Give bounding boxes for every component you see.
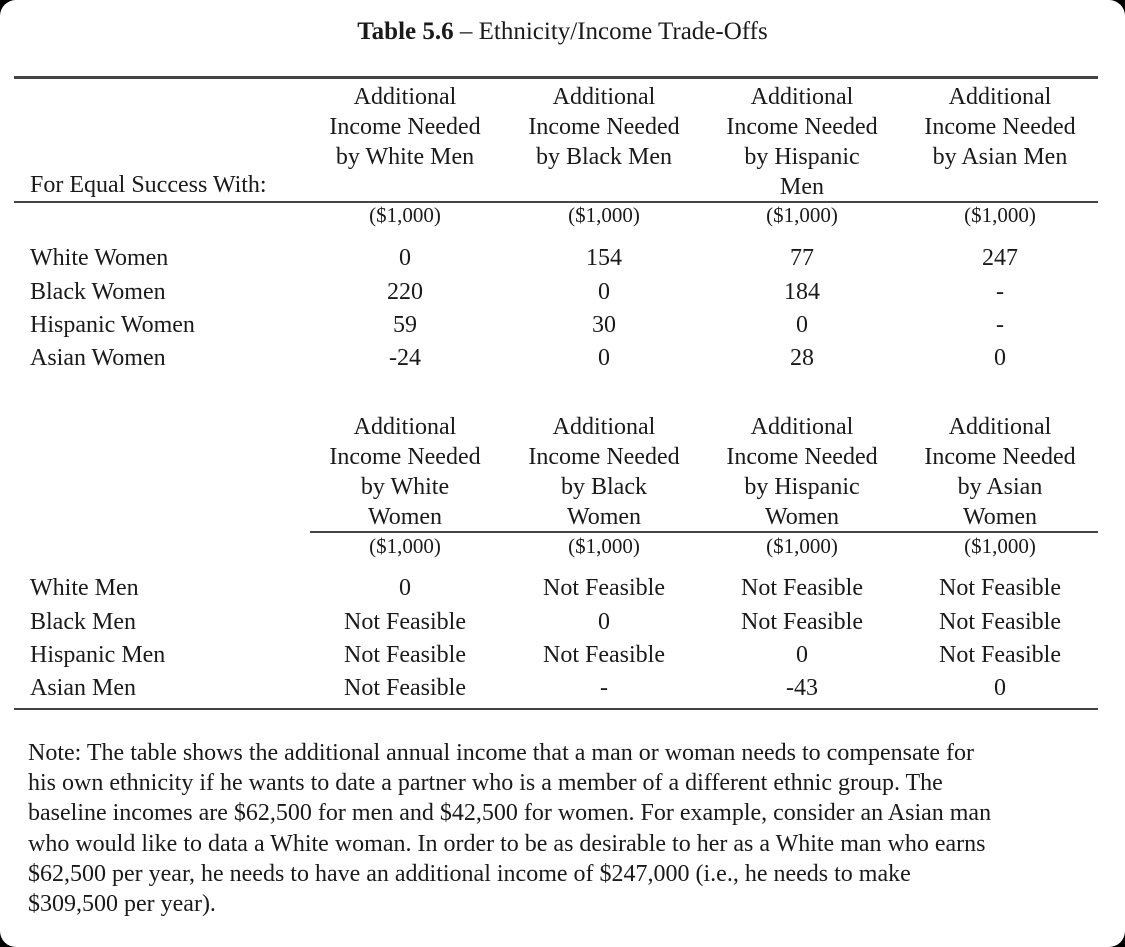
section2-unit-label: ($1,000)	[369, 534, 441, 558]
section1-table-cell: 0	[598, 345, 610, 371]
column-header-line: Income Needed	[528, 444, 680, 470]
note-line: baseline incomes are $62,500 for men and $42,500 for women. For example, consider an Asian man	[28, 800, 992, 827]
section1-table-cell: -24	[389, 345, 421, 371]
column-header-line: by Asian	[957, 474, 1043, 500]
column-header-line: Women	[367, 504, 443, 530]
table-note	[28, 738, 1098, 919]
section2-column-header	[305, 412, 505, 532]
section1-row-label: White Women	[30, 245, 169, 271]
column-header-line: Women	[566, 504, 642, 530]
section2-table-cell: Not Feasible	[344, 609, 466, 635]
section1-column-header	[305, 82, 505, 172]
section1-table-cell: 220	[387, 279, 423, 305]
section2-column-header	[900, 412, 1100, 532]
section1-row-label: Asian Women	[30, 345, 166, 371]
column-header-line: by Hispanic	[744, 474, 860, 500]
section2-table-cell: 0	[796, 642, 808, 668]
column-header-line: Additional	[552, 84, 656, 110]
stub-header: For Equal Success With:	[30, 172, 267, 198]
column-header-line: Men	[780, 174, 824, 200]
column-header-line: by Black	[561, 474, 647, 500]
section2-table-cell: Not Feasible	[543, 575, 665, 601]
column-header-line: Women	[962, 504, 1038, 530]
section1-table-cell: 0	[399, 245, 411, 271]
section2-table-cell: Not Feasible	[939, 609, 1061, 635]
column-header-line: by Hispanic	[744, 144, 860, 170]
section2-row-label: Hispanic Men	[30, 642, 166, 668]
note-line: his own ethnicity if he wants to date a partner who is a member of a different ethnic group. The	[28, 770, 943, 797]
bottom-rule	[14, 708, 1098, 710]
section2-table-cell: Not Feasible	[741, 575, 863, 601]
section2-row-label: Black Men	[30, 609, 136, 635]
column-header-line: Additional	[948, 84, 1052, 110]
column-header-line: Additional	[948, 414, 1052, 440]
table-title	[0, 18, 1125, 46]
top-rule	[14, 76, 1098, 79]
section1-table-cell: 59	[393, 312, 417, 338]
section1-table-cell: 154	[586, 245, 622, 271]
column-header-line: Income Needed	[924, 114, 1076, 140]
table-number: Table 5.6	[357, 18, 454, 45]
section2-table-cell: Not Feasible	[344, 675, 466, 701]
column-header-line: Income Needed	[726, 444, 878, 470]
note-line: Note: The table shows the additional annual income that a man or woman needs to compensate for	[28, 740, 974, 766]
column-header-line: Income Needed	[329, 114, 481, 140]
section1-table-cell: 28	[790, 345, 814, 371]
column-header-line: by White Men	[335, 144, 475, 170]
section2-unit-label: ($1,000)	[766, 534, 838, 558]
column-header-line: Income Needed	[528, 114, 680, 140]
section1-table-cell: 30	[592, 312, 616, 338]
column-header-line: by Black Men	[536, 144, 672, 170]
section2-table-cell: -43	[786, 675, 818, 701]
section1-table-cell: 0	[598, 279, 610, 305]
section1-unit-label: ($1,000)	[964, 203, 1036, 227]
section2-table-cell: Not Feasible	[939, 642, 1061, 668]
column-header-line: Income Needed	[924, 444, 1076, 470]
section1-column-header	[504, 82, 704, 172]
table-title-text: – Ethnicity/Income Trade-Offs	[453, 18, 768, 45]
section2-table-cell: Not Feasible	[939, 575, 1061, 601]
section2-table-cell: 0	[399, 575, 411, 601]
section1-unit-label: ($1,000)	[369, 203, 441, 227]
section2-row-label: Asian Men	[30, 675, 136, 701]
column-header-line: Income Needed	[726, 114, 878, 140]
column-header-line: Additional	[750, 84, 854, 110]
section2-table-cell: -	[600, 675, 608, 701]
section2-table-cell: 0	[994, 675, 1006, 701]
section1-unit-label: ($1,000)	[766, 203, 838, 227]
section2-unit-label: ($1,000)	[568, 534, 640, 558]
section1-column-header	[702, 82, 902, 202]
note-line: $62,500 per year, he needs to have an additional income of $247,000 (i.e., he needs to make	[28, 860, 911, 887]
section2-column-header	[504, 412, 704, 532]
column-header-line: Additional	[750, 414, 854, 440]
section2-table-cell: Not Feasible	[543, 642, 665, 668]
section1-row-label: Black Women	[30, 279, 166, 305]
column-header-line: Additional	[353, 414, 457, 440]
note-line: who would like to data a White woman. In order to be as desirable to her as a White man who earns	[28, 830, 986, 857]
note-line: $309,500 per year).	[28, 891, 216, 918]
section2-table-cell: Not Feasible	[741, 609, 863, 635]
section1-table-cell: 184	[784, 279, 820, 305]
section2-row-label: White Men	[30, 575, 139, 601]
section1-table-cell: 0	[994, 345, 1006, 371]
section1-row-label: Hispanic Women	[30, 312, 195, 338]
section1-table-cell: -	[996, 279, 1004, 305]
section1-column-header	[900, 82, 1100, 172]
section1-table-cell: 77	[790, 245, 814, 271]
column-header-line: Additional	[552, 414, 656, 440]
section2-column-header	[702, 412, 902, 532]
section1-table-cell: 0	[796, 312, 808, 338]
section1-unit-label: ($1,000)	[568, 203, 640, 227]
column-header-line: Income Needed	[329, 444, 481, 470]
section2-table-cell: Not Feasible	[344, 642, 466, 668]
section1-table-cell: -	[996, 312, 1004, 338]
section2-unit-label: ($1,000)	[964, 534, 1036, 558]
section2-table-cell: 0	[598, 609, 610, 635]
column-header-line: by Asian Men	[932, 144, 1068, 170]
column-header-line: by White	[360, 474, 450, 500]
section1-table-cell: 247	[982, 245, 1018, 271]
column-header-line: Additional	[353, 84, 457, 110]
column-header-line: Women	[764, 504, 840, 530]
